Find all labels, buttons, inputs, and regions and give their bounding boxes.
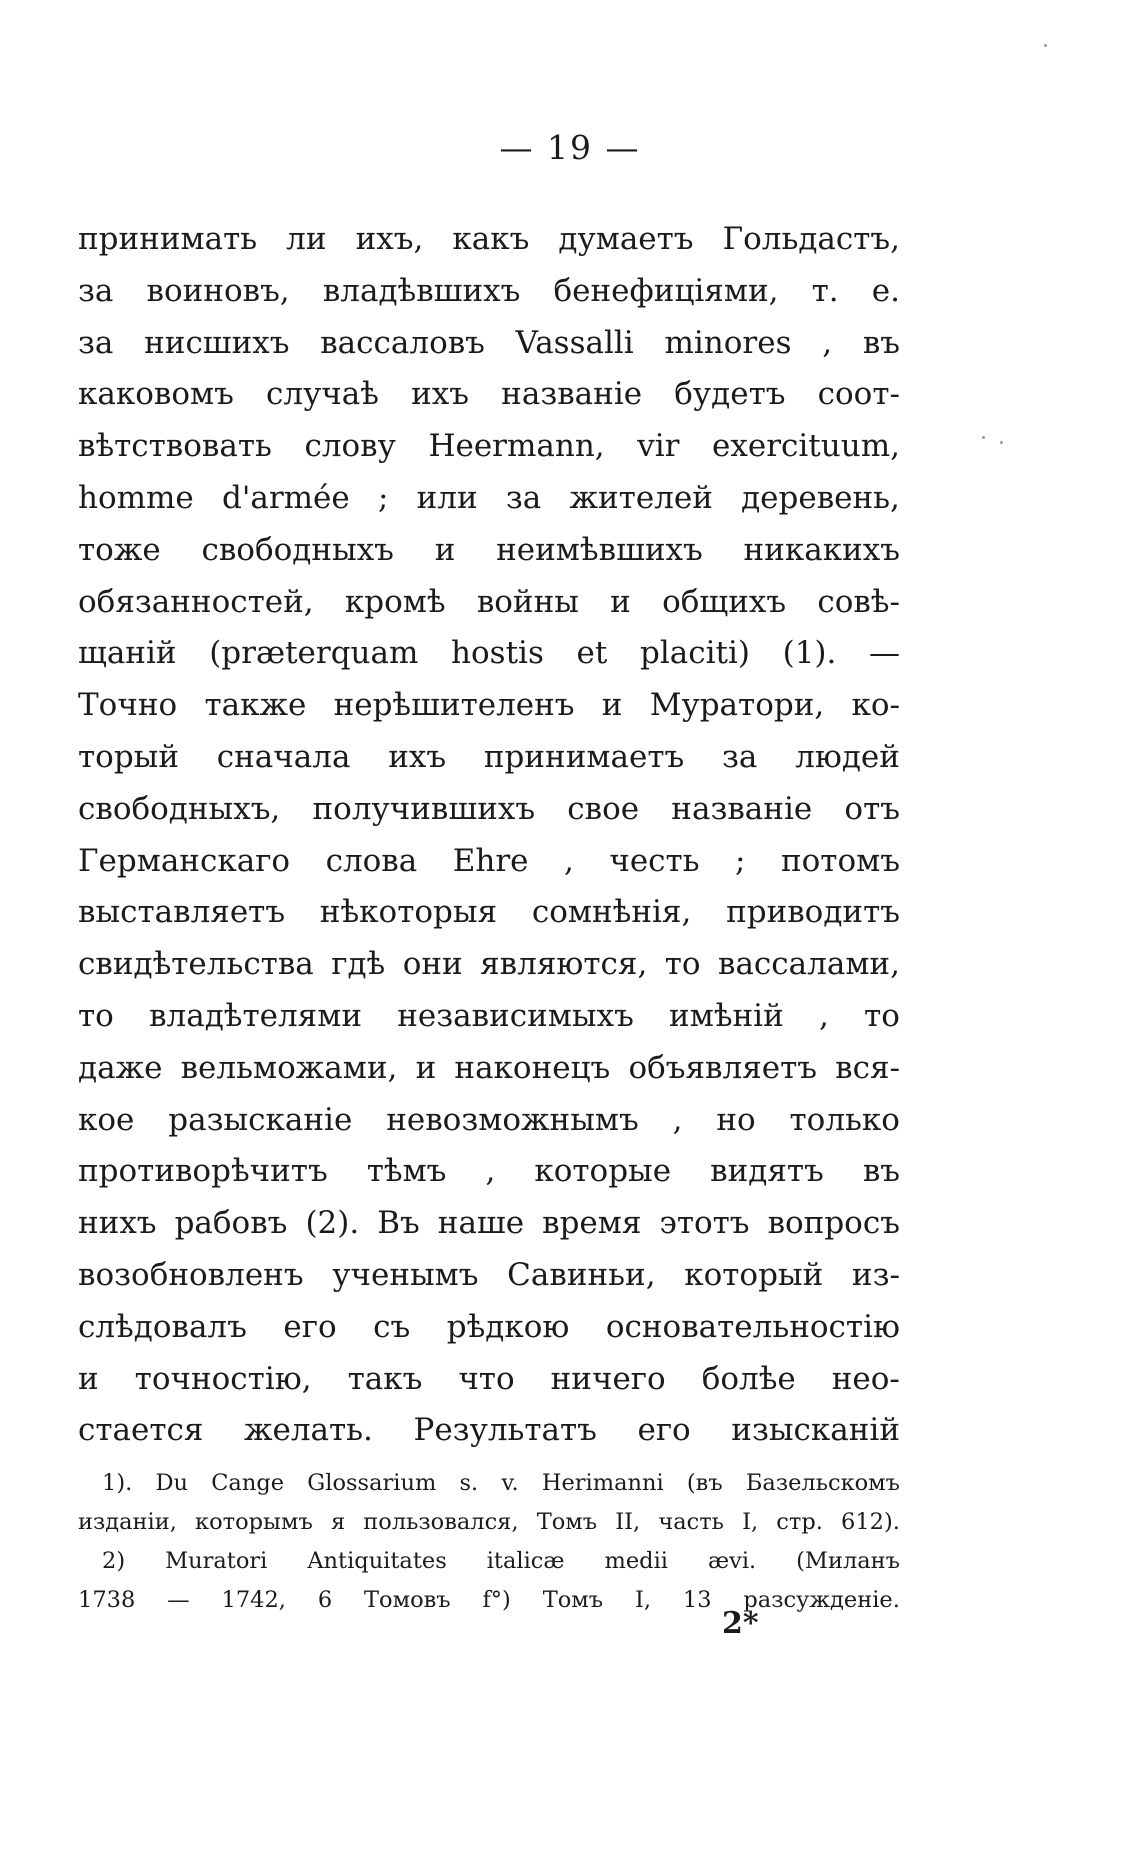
word: Точно	[78, 687, 178, 724]
word: щаній	[78, 635, 177, 672]
word: который	[684, 1256, 824, 1293]
word: placiti)	[639, 635, 750, 672]
word: Въ	[377, 1205, 420, 1242]
word: hostis	[451, 635, 544, 672]
footnote-word: (Миланъ	[796, 1548, 900, 1574]
word: что	[458, 1360, 515, 1397]
footnote-word: ævi.	[707, 1548, 757, 1574]
word: сомнѣнія,	[531, 894, 692, 931]
text-line	[78, 1198, 900, 1250]
word: видятъ	[710, 1153, 824, 1190]
word: то	[664, 946, 701, 983]
footnote-word: Cange	[211, 1470, 285, 1496]
word: выставляетъ	[78, 894, 286, 931]
word: за	[78, 324, 114, 361]
word: тоже	[78, 531, 161, 568]
word: независимыхъ	[397, 997, 634, 1034]
word: и	[434, 531, 456, 568]
text-line	[78, 421, 900, 473]
footnote-word: II,	[615, 1509, 641, 1535]
footnote-word: italicæ	[486, 1548, 565, 1574]
footnote-word: Томъ	[542, 1587, 604, 1613]
footnote-word: Antiquitates	[307, 1548, 447, 1574]
word: вѣтствовать	[78, 428, 272, 465]
footnote-word: Базельскомъ	[745, 1470, 900, 1496]
word: и	[610, 583, 631, 620]
footnote-word: Herimanni	[541, 1470, 664, 1496]
word: ;	[735, 842, 746, 879]
footnote-line	[78, 1503, 900, 1542]
word: каковомъ	[78, 376, 234, 413]
page-number-header: — 19 —	[499, 128, 641, 167]
word: возобновленъ	[78, 1256, 304, 1293]
footnote-word: s.	[459, 1470, 479, 1496]
word: свободныхъ,	[78, 790, 281, 827]
word: владѣтелями	[149, 997, 363, 1034]
text-line	[78, 214, 900, 266]
footnote-word: 1).	[102, 1470, 133, 1496]
word: обязанностей,	[78, 583, 314, 620]
word: и	[78, 1360, 99, 1397]
word: наше	[437, 1205, 525, 1242]
word: торый	[78, 738, 179, 775]
word: из-	[851, 1256, 900, 1293]
footnote-word: 6	[317, 1587, 333, 1613]
footnote-word: разсужденіе.	[743, 1587, 900, 1613]
word: то	[78, 997, 114, 1034]
word: ,	[672, 1101, 683, 1138]
word: minores	[664, 324, 792, 361]
word: думаетъ	[558, 221, 694, 257]
text-line	[78, 887, 900, 939]
word: неимѣвшихъ	[496, 531, 703, 568]
word: противорѣчитъ	[78, 1153, 328, 1190]
text-line	[78, 628, 900, 680]
word: которые	[534, 1153, 672, 1190]
word: время	[542, 1205, 642, 1242]
word: homme	[78, 479, 194, 516]
word: слѣдовалъ	[78, 1308, 247, 1345]
word: являются,	[480, 946, 648, 983]
footnote-line	[78, 1464, 900, 1503]
text-line	[78, 266, 900, 318]
word: но	[716, 1101, 756, 1138]
word: его	[637, 1412, 691, 1449]
scan-speck	[1000, 441, 1003, 444]
footnote-word: Glossarium	[307, 1470, 437, 1496]
word: честь	[609, 842, 700, 879]
word: (præterquam	[209, 635, 419, 672]
text-line	[78, 784, 900, 836]
word: за	[505, 479, 542, 516]
text-line	[78, 732, 900, 784]
word: вельможами,	[180, 1049, 398, 1086]
word: также	[204, 687, 307, 724]
body-text	[78, 214, 900, 1457]
word: (1).	[782, 635, 837, 672]
word: основательностію	[605, 1308, 900, 1345]
word: кое	[78, 1101, 135, 1138]
word: и	[415, 1049, 437, 1086]
footnote-word: v.	[501, 1470, 519, 1496]
word: названіе	[671, 790, 813, 827]
word: ;	[377, 479, 389, 516]
scan-speck	[982, 436, 985, 439]
word: въ	[862, 1153, 900, 1190]
word: войны	[476, 583, 579, 620]
word: —	[869, 635, 900, 672]
footnote-word: Томъ	[536, 1509, 598, 1535]
word: vir	[637, 428, 680, 465]
word: соот-	[817, 376, 900, 413]
word: въ	[862, 324, 900, 361]
word: то	[864, 997, 900, 1034]
footnote-word: Du	[155, 1470, 188, 1496]
text-line	[78, 991, 900, 1043]
word: они	[402, 946, 463, 983]
word: жителей	[569, 479, 713, 516]
text-line	[78, 836, 900, 888]
footnote-word: 2)	[102, 1548, 126, 1574]
footnote-word: стр.	[776, 1509, 823, 1535]
word: Vassalli	[515, 324, 634, 361]
word: свое	[567, 790, 640, 827]
text-line	[78, 525, 900, 577]
footnote-word: пользовался,	[363, 1509, 519, 1535]
footnote-word: изданіи,	[78, 1509, 177, 1535]
word: ,	[819, 997, 829, 1034]
word: ,	[563, 842, 574, 879]
word: деревень,	[741, 479, 900, 516]
word: свободныхъ	[201, 531, 394, 568]
word: за	[721, 738, 758, 775]
footnote-word: Томовъ	[364, 1587, 451, 1613]
word: нихъ	[78, 1205, 157, 1242]
text-line	[78, 1043, 900, 1095]
word: случаѣ	[266, 376, 379, 413]
word: ,	[822, 324, 833, 361]
scan-speck	[1044, 44, 1047, 47]
word: exercituum,	[712, 428, 900, 465]
word: такъ	[347, 1360, 423, 1397]
word: никакихъ	[743, 531, 900, 568]
word: т.	[811, 272, 839, 309]
word: вассалами,	[718, 946, 900, 983]
word: Германскаго	[78, 842, 291, 879]
footnote-word: Muratori	[165, 1548, 268, 1574]
word: потомъ	[780, 842, 900, 879]
text-line	[78, 1302, 900, 1354]
word: тѣмъ	[366, 1153, 447, 1190]
word: ,	[485, 1153, 496, 1190]
word: приводитъ	[726, 894, 900, 931]
footnote-word: medii	[604, 1548, 668, 1574]
word: сначала	[216, 738, 351, 775]
word: совѣ-	[817, 583, 900, 620]
text-line	[78, 369, 900, 421]
word: будетъ	[674, 376, 786, 413]
footnote-word: 1738	[78, 1587, 136, 1613]
word: (2).	[305, 1205, 360, 1242]
footnote-word: 612).	[841, 1509, 900, 1535]
word: et	[576, 635, 608, 672]
text-line	[78, 318, 900, 370]
footnote-word: I,	[634, 1587, 652, 1613]
word: вопросъ	[767, 1205, 900, 1242]
word: ихъ	[411, 376, 470, 413]
word: Ehre	[452, 842, 529, 879]
word: Результатъ	[413, 1412, 597, 1449]
footnote-word: которымъ	[195, 1509, 313, 1535]
footnote-line	[78, 1581, 900, 1620]
word: нисшихъ	[144, 324, 290, 361]
word: Heermann,	[428, 428, 605, 465]
text-line	[78, 680, 900, 732]
footnote-word: 1742,	[221, 1587, 286, 1613]
word: ко-	[851, 687, 900, 724]
word: названіе	[501, 376, 643, 413]
word: имѣній	[669, 997, 784, 1034]
word: объявляетъ	[628, 1049, 817, 1086]
word: нео-	[831, 1360, 900, 1397]
word: кромѣ	[344, 583, 446, 620]
footnote-word: —	[167, 1587, 190, 1613]
word: этотъ	[659, 1205, 750, 1242]
word: вся-	[835, 1049, 900, 1086]
word: невозможнымъ	[386, 1101, 639, 1138]
word: изысканій	[731, 1412, 900, 1449]
word: точностію,	[134, 1360, 312, 1397]
word: рѣдкою	[446, 1308, 570, 1345]
word: Гольдастъ,	[722, 221, 900, 257]
word: слова	[325, 842, 418, 879]
text-line	[78, 1405, 900, 1457]
text-line	[78, 473, 900, 525]
word: принимать	[78, 221, 258, 257]
word: ихъ,	[355, 221, 424, 257]
word: е.	[871, 272, 900, 309]
word: стается	[78, 1412, 204, 1449]
text-line	[78, 939, 900, 991]
word: только	[789, 1101, 900, 1138]
word: отъ	[844, 790, 900, 827]
word: наконецъ	[454, 1049, 611, 1086]
word: и	[601, 687, 623, 724]
footnote-word: (въ	[686, 1470, 723, 1496]
word: ученымъ	[332, 1256, 479, 1293]
word: нѣкоторыя	[319, 894, 498, 931]
word: d'armée	[221, 479, 350, 516]
word: нерѣшителенъ	[333, 687, 575, 724]
footnote-word: f°)	[482, 1587, 511, 1613]
word: ли	[286, 221, 327, 257]
word: общихъ	[662, 583, 787, 620]
word: свидѣтельства	[78, 946, 314, 983]
word: Муратори,	[649, 687, 825, 724]
word: воиновъ,	[146, 272, 290, 309]
word: за	[78, 272, 114, 309]
word: даже	[78, 1049, 163, 1086]
word: людей	[795, 738, 900, 775]
word: принимаетъ	[483, 738, 685, 775]
word: Савиньи,	[507, 1256, 656, 1293]
word: желать.	[243, 1412, 373, 1449]
word: какъ	[452, 221, 530, 257]
text-line	[78, 1146, 900, 1198]
word: гдѣ	[331, 946, 386, 983]
word: владѣвшихъ	[322, 272, 521, 309]
word: съ	[373, 1308, 411, 1345]
word: вассаловъ	[320, 324, 485, 361]
word: разысканіе	[168, 1101, 353, 1138]
text-line	[78, 1250, 900, 1302]
footnote-word: I,	[742, 1509, 759, 1535]
footnote-line	[78, 1542, 900, 1581]
word: ихъ	[388, 738, 447, 775]
footnotes	[78, 1464, 900, 1620]
word: его	[283, 1308, 337, 1345]
word: или	[416, 479, 478, 516]
word: получившихъ	[312, 790, 536, 827]
footnote-word: я	[330, 1509, 346, 1535]
word: бенефиціями,	[553, 272, 779, 309]
word: болѣе	[701, 1360, 796, 1397]
word: рабовъ	[174, 1205, 288, 1242]
printer-signature-mark: 2*	[722, 1606, 759, 1641]
footnote-word: часть	[658, 1509, 724, 1535]
text-line	[78, 1095, 900, 1147]
text-line	[78, 577, 900, 629]
text-line	[78, 1354, 900, 1406]
word: ничего	[550, 1360, 666, 1397]
word: слову	[304, 428, 396, 465]
footnote-word: 13	[682, 1587, 712, 1613]
